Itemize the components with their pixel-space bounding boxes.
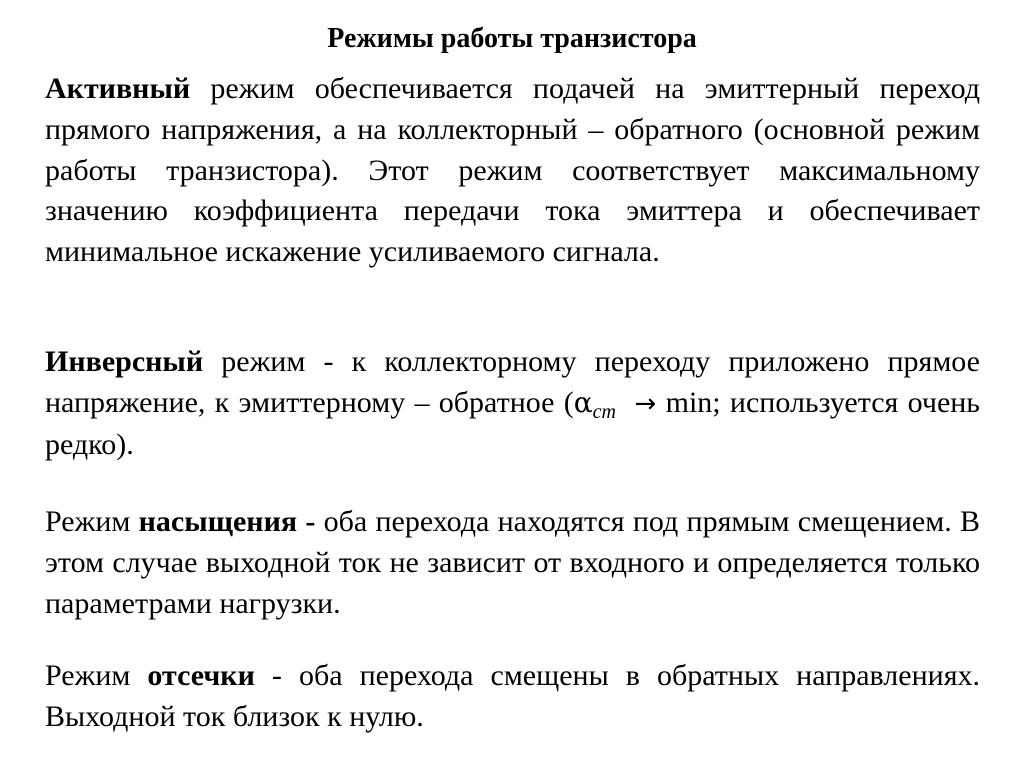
- active-mode-term: Активный: [45, 72, 191, 105]
- alpha-subscript: ст: [592, 400, 616, 423]
- page-title: Режимы работы транзистора: [327, 23, 697, 54]
- inverse-mode-text-end: min; используется очень редко).: [45, 385, 980, 461]
- cutoff-mode-paragraph: [45, 656, 980, 738]
- inverse-mode-text: режим - к коллекторному переходу приложено прямое напряжение, к эмиттерному – обратное (: [45, 345, 980, 419]
- active-mode-text: режим обеспечивается подачей на эмиттерный переход прямого напряжения, а на коллекторный – обратного (основной режим работы транзистора). Этот режим соответствует максимальному значению коэффициента передачи тока эмиттера и обеспечивает минимальное искажение усиливаемого сигнала.: [45, 72, 980, 269]
- cutoff-mode-term: отсечки: [147, 659, 255, 692]
- saturation-mode-term: насыщения -: [138, 505, 316, 538]
- saturation-mode-text: оба перехода находятся под прямым смещением. В этом случае выходной ток не зависит от входного и определяется только параметрами нагрузки.: [45, 505, 980, 620]
- saturation-mode-prefix: Режим: [45, 505, 139, 538]
- inverse-mode-paragraph: [45, 342, 980, 465]
- cutoff-mode-text: - оба перехода смещены в обратных направлениях. Выходной ток близок к нулю.: [45, 659, 980, 733]
- alpha-symbol: α: [573, 385, 593, 419]
- active-mode-paragraph: [45, 69, 980, 273]
- right-arrow-symbol: →: [634, 388, 657, 419]
- saturation-mode-paragraph: [45, 502, 980, 624]
- cutoff-mode-prefix: Режим: [45, 659, 148, 692]
- inverse-mode-term: Инверсный: [45, 345, 204, 378]
